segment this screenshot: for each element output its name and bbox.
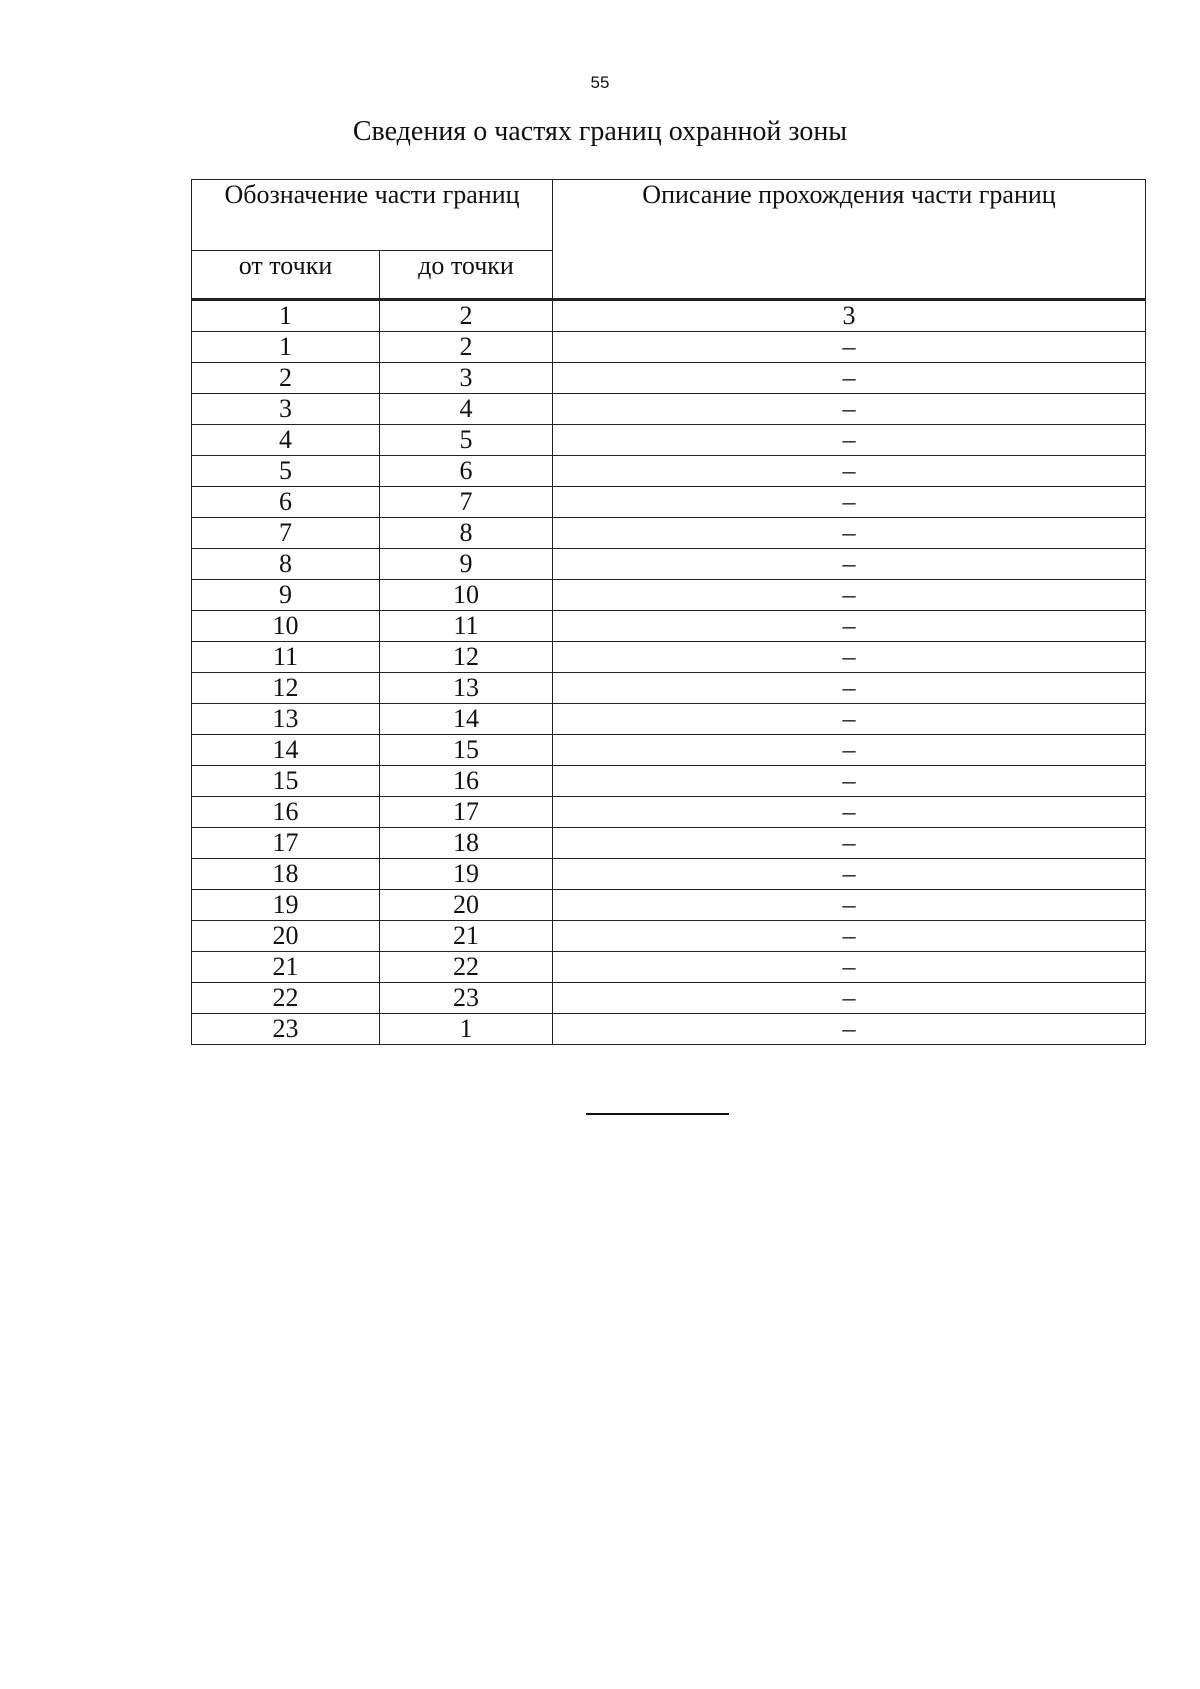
description-cell: – xyxy=(553,890,1146,921)
to-point-cell: 7 xyxy=(380,487,553,518)
table-row xyxy=(192,859,1146,890)
table-row xyxy=(192,642,1146,673)
column-number-row xyxy=(192,300,1146,332)
description-cell: – xyxy=(553,363,1146,394)
description-cell: – xyxy=(553,549,1146,580)
table-row xyxy=(192,952,1146,983)
description-cell: – xyxy=(553,859,1146,890)
table-row xyxy=(192,890,1146,921)
header-from-point: от точки xyxy=(192,251,380,300)
to-point-cell: 14 xyxy=(380,704,553,735)
from-point-cell: 7 xyxy=(192,518,380,549)
from-point-cell: 5 xyxy=(192,456,380,487)
from-point-cell: 2 xyxy=(192,363,380,394)
from-point-cell: 1 xyxy=(192,332,380,363)
to-point-cell: 1 xyxy=(380,1014,553,1045)
to-point-cell: 15 xyxy=(380,735,553,766)
document-title: Сведения о частях границ охранной зоны xyxy=(352,116,848,147)
description-cell: – xyxy=(553,704,1146,735)
description-cell: – xyxy=(553,611,1146,642)
description-cell: – xyxy=(553,921,1146,952)
table-row xyxy=(192,487,1146,518)
from-point-cell: 18 xyxy=(192,859,380,890)
table-row xyxy=(192,735,1146,766)
header-to-point: до точки xyxy=(380,251,553,300)
description-cell: – xyxy=(553,518,1146,549)
table-row xyxy=(192,332,1146,363)
closing-separator-line xyxy=(586,1113,729,1115)
to-point-cell: 5 xyxy=(380,425,553,456)
from-point-cell: 16 xyxy=(192,797,380,828)
from-point-cell: 8 xyxy=(192,549,380,580)
to-point-cell: 6 xyxy=(380,456,553,487)
description-cell: – xyxy=(553,828,1146,859)
description-cell: – xyxy=(553,487,1146,518)
table-row xyxy=(192,766,1146,797)
from-point-cell: 19 xyxy=(192,890,380,921)
table-row xyxy=(192,921,1146,952)
table-row xyxy=(192,580,1146,611)
table-row xyxy=(192,673,1146,704)
description-cell: – xyxy=(553,425,1146,456)
to-point-cell: 10 xyxy=(380,580,553,611)
to-point-cell: 4 xyxy=(380,394,553,425)
from-point-cell: 9 xyxy=(192,580,380,611)
table-row xyxy=(192,394,1146,425)
to-point-cell: 12 xyxy=(380,642,553,673)
to-point-cell: 2 xyxy=(380,332,553,363)
table-row xyxy=(192,456,1146,487)
table-row xyxy=(192,425,1146,456)
description-cell: – xyxy=(553,580,1146,611)
description-cell: – xyxy=(553,394,1146,425)
description-cell: – xyxy=(553,766,1146,797)
description-cell: – xyxy=(553,735,1146,766)
table-row xyxy=(192,518,1146,549)
description-cell: – xyxy=(553,673,1146,704)
table-row xyxy=(192,704,1146,735)
from-point-cell: 17 xyxy=(192,828,380,859)
table-row xyxy=(192,611,1146,642)
to-point-cell: 3 xyxy=(380,363,553,394)
to-point-cell: 18 xyxy=(380,828,553,859)
to-point-cell: 9 xyxy=(380,549,553,580)
table-row xyxy=(192,363,1146,394)
to-point-cell: 22 xyxy=(380,952,553,983)
to-point-cell: 20 xyxy=(380,890,553,921)
boundary-parts-table xyxy=(191,179,1146,1045)
description-cell: – xyxy=(553,332,1146,363)
table-row xyxy=(192,549,1146,580)
table-row xyxy=(192,797,1146,828)
column-number: 2 xyxy=(380,300,553,332)
to-point-cell: 17 xyxy=(380,797,553,828)
to-point-cell: 8 xyxy=(380,518,553,549)
description-cell: – xyxy=(553,952,1146,983)
from-point-cell: 15 xyxy=(192,766,380,797)
description-cell: – xyxy=(553,1014,1146,1045)
from-point-cell: 6 xyxy=(192,487,380,518)
from-point-cell: 3 xyxy=(192,394,380,425)
from-point-cell: 13 xyxy=(192,704,380,735)
from-point-cell: 10 xyxy=(192,611,380,642)
from-point-cell: 11 xyxy=(192,642,380,673)
to-point-cell: 13 xyxy=(380,673,553,704)
description-cell: – xyxy=(553,797,1146,828)
to-point-cell: 19 xyxy=(380,859,553,890)
to-point-cell: 23 xyxy=(380,983,553,1014)
from-point-cell: 20 xyxy=(192,921,380,952)
table-row xyxy=(192,983,1146,1014)
description-cell: – xyxy=(553,983,1146,1014)
from-point-cell: 22 xyxy=(192,983,380,1014)
from-point-cell: 23 xyxy=(192,1014,380,1045)
from-point-cell: 12 xyxy=(192,673,380,704)
to-point-cell: 16 xyxy=(380,766,553,797)
table-row xyxy=(192,828,1146,859)
description-cell: – xyxy=(553,642,1146,673)
column-number: 3 xyxy=(553,300,1146,332)
page-number: 55 xyxy=(590,73,610,92)
from-point-cell: 21 xyxy=(192,952,380,983)
from-point-cell: 4 xyxy=(192,425,380,456)
column-number: 1 xyxy=(192,300,380,332)
to-point-cell: 11 xyxy=(380,611,553,642)
from-point-cell: 14 xyxy=(192,735,380,766)
header-boundary-designation: Обозначение части границ xyxy=(192,180,553,251)
header-boundary-description: Описание прохождения части границ xyxy=(553,180,1146,300)
table-row xyxy=(192,1014,1146,1045)
description-cell: – xyxy=(553,456,1146,487)
to-point-cell: 21 xyxy=(380,921,553,952)
